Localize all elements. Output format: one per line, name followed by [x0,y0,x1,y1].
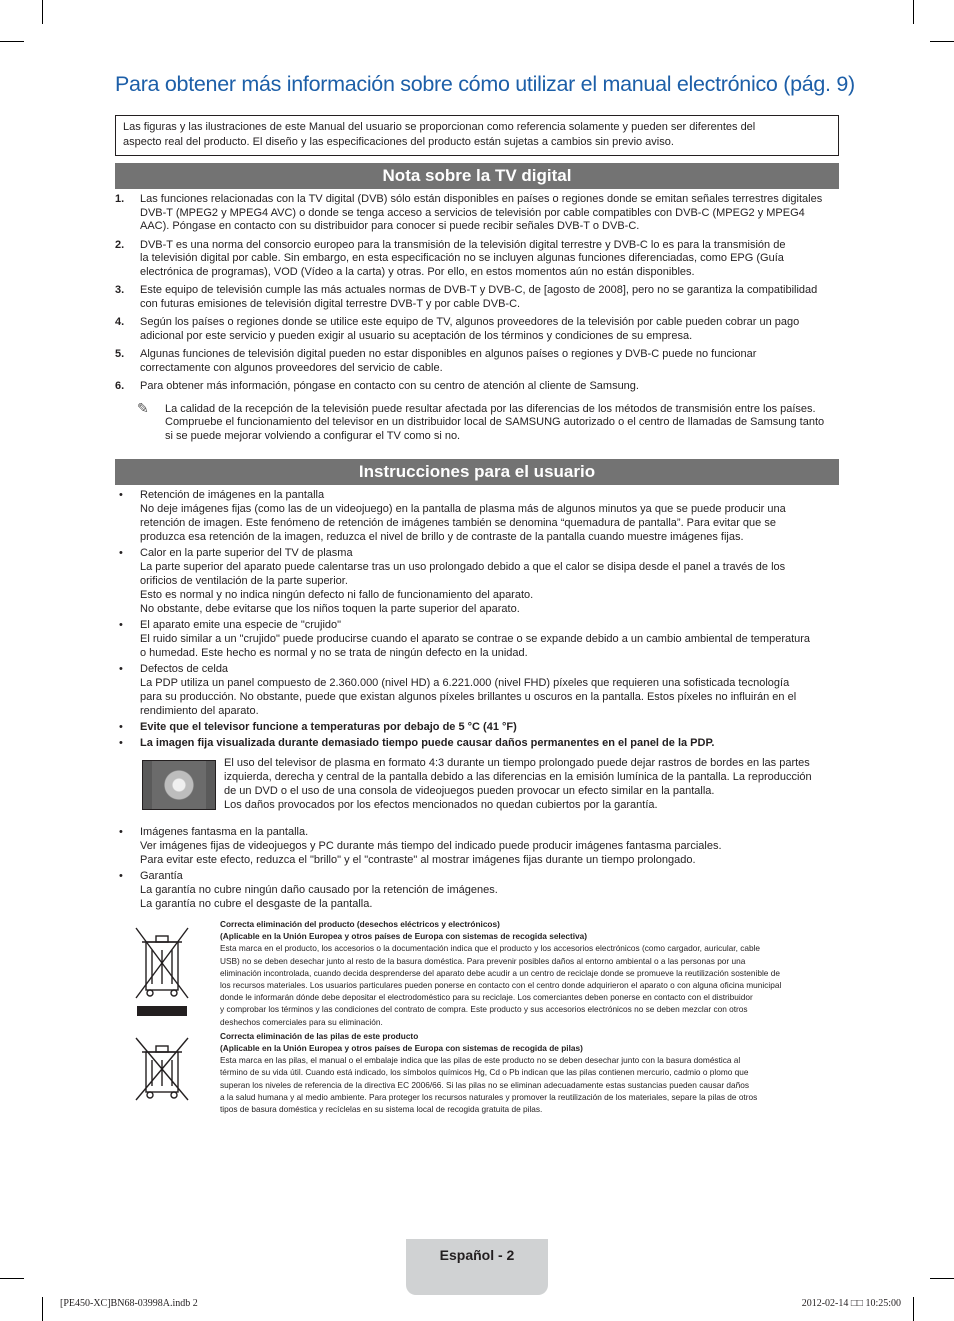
bullet-line: Esto es normal y no indica ningún defecto ni fallo de funcionamiento del aparato. [140,589,534,601]
note [115,399,840,444]
bullet-icon: • [119,619,123,631]
item-line: adicional por este servicio y pueden exigir al usuario su aceptación de los términos y condiciones de su empresa. [140,329,693,342]
bullet-item [115,825,840,867]
item-line: DVB-T es una norma del consorcio europeo para la transmisión de la televisión digital terrestre y DVB-C lo es para la transmisión de [140,238,786,251]
crop-mark [42,0,43,24]
bullet-line: para su producción. No obstante, puede que existan algunos píxeles brillantes u oscuros en la pantalla. Estos píxeles no influirán en el [140,691,797,703]
list-item [115,239,840,280]
item-number: 4. [115,316,125,328]
bullet-icon: • [119,870,123,882]
flower-image [152,761,206,809]
bullet-item [115,662,840,718]
section-heading-instructions: Instrucciones para el usuario [115,459,839,485]
bullet-title: Garantía [140,870,183,882]
disposal-subtitle: (Aplicable en la Unión Europea y otros países de Europa con sistemas de recogida selectiva) [220,931,588,942]
bullet-line: rendimiento del aparato. [140,705,259,717]
crop-mark [930,1278,954,1279]
disposal-line: superan los niveles de referencia de la directiva EC 2006/66. Si las pilas no se eliminan adecuadamente estas sustancias pueden causar daños [220,1079,750,1090]
bullet-line: La garantía no cubre ningún daño causado por la retención de imágenes. [140,884,498,896]
disposal-line: y comprobar los términos y las condiciones del contrato de compra. Este producto y sus accesorios electrónicos no se deben mezclar con otros [220,1004,748,1015]
item-line: Algunas funciones de televisión digital pueden no estar disponibles en algunos países o regiones y DVB-C puede no funcionar [140,348,757,360]
disposal-section [115,918,840,1115]
list-item [115,316,840,343]
page-number-tab: Español - 2 [406,1239,548,1295]
screen-side-bar [143,761,152,809]
plasma-screen-image [142,760,216,810]
bullet-item [115,720,840,734]
notice-line: Las figuras y las ilustraciones de este Manual del usuario se proporcionan como referencia solamente y pueden ser diferentes del [123,121,756,133]
crossed-bin-icon [132,1034,192,1102]
bullet-title: Imágenes fantasma en la pantalla. [140,826,309,838]
plasma-text [224,756,840,812]
item-line: correctamente con algunos proveedores del servicio de cable. [140,361,443,374]
disposal-subtitle: (Aplicable en la Unión Europea y otros países de Europa con sistemas de recogida de pilas) [220,1043,583,1054]
bullet-item [115,869,840,911]
item-line: DVB-T (MPEG2 y MPEG4 AVC) o donde se tenga acceso a servicios de televisión por cable compatibles con DVB-C (MPEG2 y MPEG4 [140,206,805,219]
section-heading-tv-digital: Nota sobre la TV digital [115,163,839,189]
item-line: electrónica de programas), VOD (Vídeo a la carta) y otras. Por ello, en estos momentos aún no están disponibles. [140,265,695,278]
bullet-line: La parte superior del aparato puede calentarse tras un uso prolongado debido a que el calor se disipa desde el panel a través de los [140,561,786,573]
bullet-line: No obstante, debe evitarse que los niños toquen la parte superior del aparato. [140,603,520,615]
note-line: si se puede mejorar volviendo a configurar el TV como si no. [165,429,461,442]
plasma-line: izquierda, derecha y central de la pantalla debido a las diferencias en la emisión lumínica de la pantalla. La reproducción [224,771,812,783]
item-line: Este equipo de televisión cumple las más actuales normas de DVB-T y DVB-C, de [agosto de 2008], pero no se garantiza la compatibilidad [140,284,818,296]
note-line: Compruebe el funcionamiento del televisor en un distribuidor local de SAMSUNG autorizado o el centro de llamadas de Samsung tanto [165,416,825,428]
disposal-line: Esta marca en el producto, los accesorios o la documentación indica que el producto y los accesorios electrónicos (como cargador, auricular, cable [220,943,761,954]
crop-mark [913,0,914,24]
disposal-title: Correcta eliminación de las pilas de este producto [220,1030,419,1041]
bullet-line: orificios de ventilación de la parte superior. [140,575,348,587]
bullet-title: La imagen fija visualizada durante demasiado tiempo puede causar daños permanentes en el panel de la PDP. [140,737,715,749]
item-line: Según los países o regiones donde se utilice este equipo de TV, algunos proveedores de la televisión por cable pueden cobrar un pago [140,316,800,328]
bullet-title: Evite que el televisor funcione a temperaturas por debajo de 5 °C (41 °F) [140,721,517,733]
instructions-list [115,488,840,913]
item-line: con futuras emisiones de televisión digital terrestre DVB-T y por cable DVB-C. [140,297,521,310]
disposal-line: donde le informarán dónde debe depositar el electrodoméstico para su reciclaje. Los comerciantes deben ponerse en contacto con el distribuidor [220,992,753,1003]
pencil-icon: ✎ [137,399,149,416]
bullet-icon: • [119,826,123,838]
bullet-line: No deje imágenes fijas (como las de un videojuego) en la pantalla de plasma más de algunos minutos ya que se puede producir una [140,503,786,515]
bullet-line: La PDP utiliza un panel compuesto de 2.360.000 (nivel HD) a 6.221.000 (nivel FHD) píxeles que requieren una sofisticada tecnología [140,677,790,689]
disposal-line: término de su vida útil. Cuando está indicado, los símbolos químicos Hg, Cd o Pb indican que las pilas contienen mercurio, cadmio o plomo que [220,1067,749,1078]
print-timestamp: 2012-02-14 □□ 10:25:00 [801,1298,901,1309]
print-filename: [PE450-XC]BN68-03998A.indb 2 [60,1298,198,1309]
disposal-line: Esta marca en las pilas, el manual o el embalaje indica que las pilas de este producto no se deben desechar junto con la basura doméstica al [220,1055,741,1066]
bullet-title: Retención de imágenes en la pantalla [140,489,325,501]
item-line: Para obtener más información, póngase en contacto con su centro de atención al cliente de Samsung. [140,380,639,392]
disposal-line: eliminación incontrolada, cuando decida desprenderse del aparato debe acudir a un centro de reciclaje donde se promueve la reutilización sostenible de [220,967,780,978]
list-item [115,348,840,375]
bullet-title: Calor en la parte superior del TV de plasma [140,547,353,559]
item-number: 5. [115,348,125,360]
bullet-item [115,488,840,544]
bullet-line: El ruido similar a un "crujido" puede producirse cuando el aparato se contrae o se expande debido a un cambio ambiental de temperatura [140,633,811,645]
note-line: La calidad de la recepción de la televisión puede resultar afectada por las diferencias de los métodos de transmisión entre los países. [165,402,816,415]
bullet-icon: • [119,489,123,501]
bullet-line: Para evitar este efecto, reduzca el "brillo" y el "contraste" al mostrar imágenes fijas durante un tiempo prolongado. [140,854,696,866]
disposal-line: a la salud humana y al medio ambiente. Para proteger los recursos naturales y promover la reutilización de los materiales, separe la pilas de otros [220,1091,758,1102]
list-item [115,380,840,394]
bullet-item [115,618,840,660]
disposal-title: Correcta eliminación del producto (desechos eléctricos y electrónicos) [220,919,500,929]
bullet-item [115,736,840,750]
bullet-title: Defectos de celda [140,663,229,675]
plasma-line: de un DVD o el uso de una consola de videojuegos pueden provocar un efecto similar en la pantalla. [224,785,715,797]
item-number: 2. [115,238,125,251]
notice-line: aspecto real del producto. El diseño y las especificaciones del producto están sujetas a cambios sin previo aviso. [123,136,674,148]
bullet-line: La garantía no cubre el desgaste de la pantalla. [140,898,373,910]
bullet-icon: • [119,737,123,749]
bullet-icon: • [119,547,123,559]
bullet-line: retención de imagen. Este fenómeno de retención de imágenes también se denomina “quemadura de pantalla”. Para evitar que se [140,517,776,529]
bullet-line: produzca esa retención de la imagen, reduzca el nivel de brillo y de contraste de la pantalla cuando muestre imágenes fijas. [140,531,744,543]
plasma-illustration-block [140,756,840,816]
crop-mark [0,1278,24,1279]
bullet-line: o humedad. Este hecho es normal y no se trata de ningún defecto en la unidad. [140,647,528,659]
bullet-item [115,546,840,616]
bullet-line: Ver imágenes fijas de videojuegos y PC durante más tiempo del indicado puede producir imágenes fantasma parciales. [140,840,722,852]
tv-digital-list [115,193,840,443]
notice-box [115,115,839,156]
crop-mark [0,41,24,42]
plasma-line: El uso del televisor de plasma en formato 4:3 durante un tiempo prolongado puede dejar rastros de bordes en las partes [224,757,810,769]
product-disposal [115,918,840,1028]
bullet-icon: • [119,721,123,733]
disposal-line: los recursos materiales. Los usuarios particulares pueden ponerse en contacto con el centro donde adquirieron el aparato o con alguna oficina municipal [220,980,782,991]
crop-mark [42,1297,43,1321]
crop-mark [913,1297,914,1321]
battery-disposal [115,1030,840,1115]
list-item [115,193,840,234]
bullet-title: El aparato emite una especie de "crujido" [140,619,342,631]
crossed-bin-icon [132,922,192,1016]
disposal-line: USB) no se deben desechar junto al resto de la basura doméstica. Para prevenir posibles daños al entorno ambiental o a las personas por una [220,955,746,966]
list-item [115,284,840,311]
disposal-line: tipos de basura doméstica y recíclelas en su sistema local de recogida gratuita de pilas. [220,1104,543,1115]
crop-mark [930,41,954,42]
item-number: 1. [115,193,125,205]
plasma-line: Los daños provocados por los efectos mencionados no quedan cubiertos por la garantía. [224,799,658,811]
disposal-line: deshechos comerciales para su eliminación. [220,1016,383,1027]
item-line: la televisión digital por cable. Sin embargo, en esta especificación no se incluyen algunas funciones diferenciadas, como EPG (Guía [140,252,784,264]
page-title: Para obtener más información sobre cómo utilizar el manual electrónico (pág. 9) [115,72,855,96]
bullet-icon: • [119,663,123,675]
item-line: Las funciones relacionadas con la TV digital (DVB) sólo están disponibles en países o regiones donde se emitan señales terrestres digitales [140,193,823,205]
item-line: AAC). Póngase en contacto con su distribuidor para conocer si puede recibir señales DVB-T o DVB-C. [140,220,640,232]
screen-side-bar [206,761,215,809]
item-number: 6. [115,380,125,392]
item-number: 3. [115,284,125,296]
